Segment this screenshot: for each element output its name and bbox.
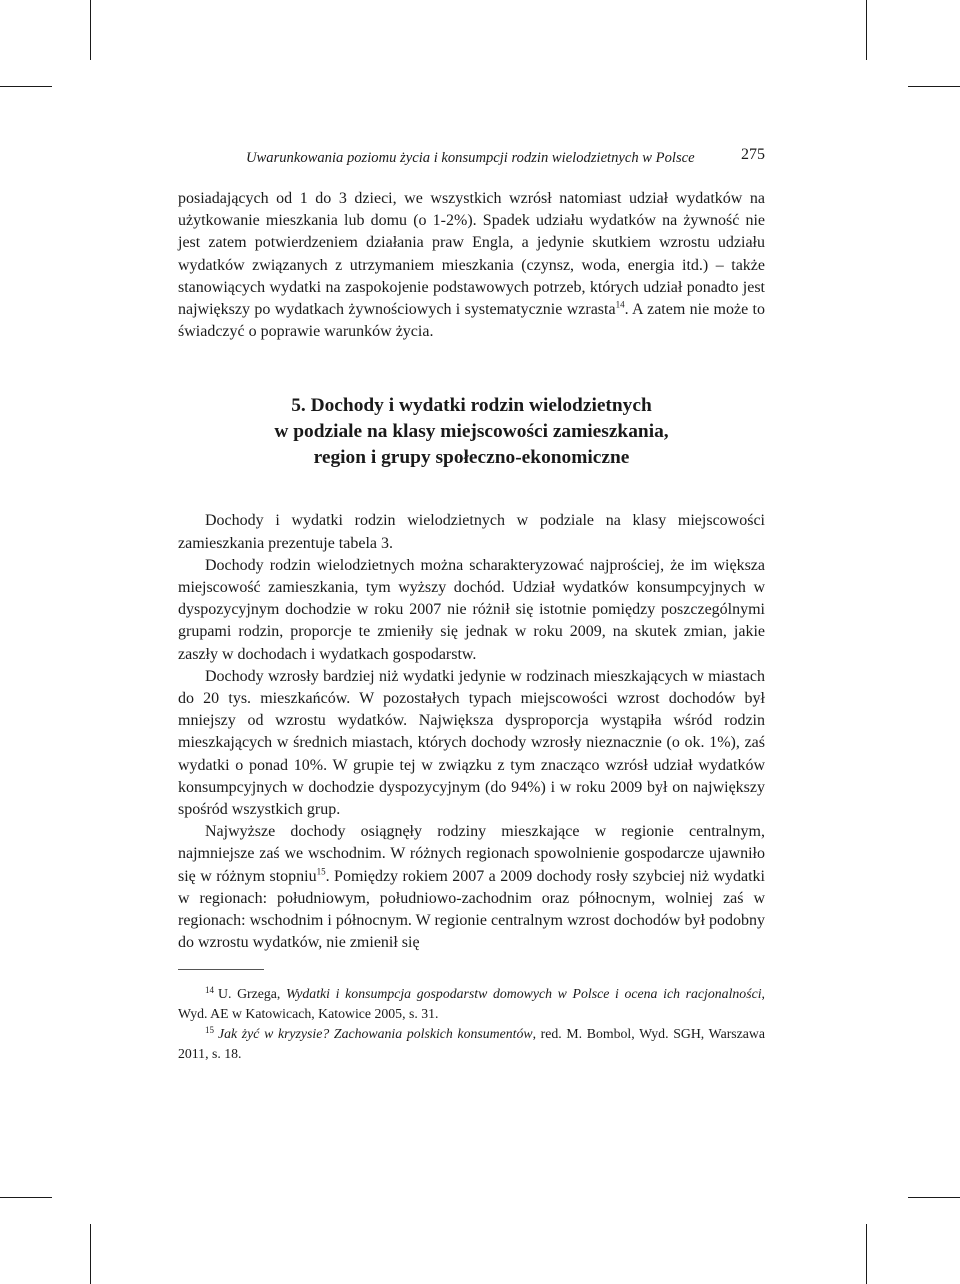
footnote-author: U. Grzega, xyxy=(218,986,287,1002)
crop-mark xyxy=(90,1224,91,1284)
footnote-title: Wydatki i konsumpcja gospodarstw domowych w Polsce i ocena ich racjonalności xyxy=(286,986,762,1002)
footnote-details: , red. M. Bombol, Wyd. SGH, Warszawa 2011, s. 18. xyxy=(178,1026,765,1062)
crop-mark xyxy=(908,1197,960,1198)
footnote-number: 14 xyxy=(205,984,214,995)
paragraph xyxy=(178,821,765,954)
paragraph-text: . Pomiędzy rokiem 2007 a 2009 dochody rosły szybciej niż wydatki w regionach: południowym, południowo-zachodnim oraz północnym, wolniej zaś w regionach: wschodnim i północnym. W regionie centralnym wzrost dochodów był podobny do wzrostu wydatków, nie zmienił się xyxy=(178,867,765,952)
footnote xyxy=(178,984,765,1024)
page xyxy=(178,140,765,1064)
heading-line: 5. Dochody i wydatki rodzin wielodzietnych xyxy=(291,395,652,417)
paragraph: Dochody rodzin wielodzietnych można scharakteryzować najprościej, że im większa miejscowość zamieszkania, tym wyższy dochód. Udział wydatków konsumpcyjnych w dyspozycyjnym dochodzie w roku 2007 nie różnił się istotnie pomiędzy poszczególnymi grupami rodzin, proporcje te zmieniły się jednak w roku 2009, na skutek zmian, jakie zaszły w dochodach i wydatkach gospodarstw. xyxy=(178,556,765,663)
crop-mark xyxy=(908,86,960,87)
paragraph-text: posiadających od 1 do 3 dzieci, we wszystkich wzrósł natomiast udział wydatków na użytkowanie mieszkania lub domu (o 1-2%). Spadek udziału wydatków na żywność nie jest zatem potwierdzeniem działania praw Engla, a jedynie skutkiem wzrostu udziału wydatków związanych z utrzymaniem mieszkania (czynsz, woda, energia itd.) – także stanowiących wydatki na zaspokojenie podstawowych potrzeb, których udział ponadto jest największy po wydatkach żywnościowych i systematycznie wzrasta xyxy=(178,190,765,319)
body-text xyxy=(178,188,765,954)
running-title: Uwarunkowania poziomu życia i konsumpcji rodzin wielodzietnych w Polsce xyxy=(246,150,695,166)
footnotes xyxy=(178,984,765,1064)
footnote-title: Jak żyć w kryzysie? Zachowania polskich konsumentów xyxy=(218,1026,533,1042)
footnote-number: 15 xyxy=(205,1024,214,1035)
footnote-ref: 15 xyxy=(316,866,326,877)
crop-mark xyxy=(866,0,867,60)
page-number: 275 xyxy=(741,146,765,163)
running-header xyxy=(178,140,765,166)
heading-line: region i grupy społeczno-ekonomiczne xyxy=(313,447,630,469)
crop-mark xyxy=(90,0,91,60)
paragraph xyxy=(178,188,765,343)
heading-line: w podziale na klasy miejscowości zamieszkania, xyxy=(274,421,669,443)
crop-mark xyxy=(866,1224,867,1284)
section-heading xyxy=(178,393,765,471)
footnote-ref: 14 xyxy=(615,299,625,310)
paragraph-text: . A zatem nie może to świadczyć o poprawie warunków życia. xyxy=(178,301,765,341)
footnote-details: , Wyd. AE w Katowicach, Katowice 2005, s. 31. xyxy=(178,986,765,1022)
paragraph: Dochody wzrosły bardziej niż wydatki jedynie w rodzinach mieszkających w miastach do 20 tys. mieszkańców. W pozostałych typach miejscowości wzrost dochodów był mniejszy od wzrostu wydatków. Największa dysproporcja wystąpiła wśród rodzin mieszkających w średnich miastach, których dochody wzrosły nieznacznie (o ok. 1%), zaś wydatki o ponad 10%. W grupie tej w związku z tym znacząco wzrósł udział wydatków konsumpcyjnych w dochodzie dyspozycyjnym (do 94%) i w roku 2009 był on największy spośród wszystkich grup. xyxy=(178,667,765,819)
footnote-divider xyxy=(178,969,264,970)
paragraph: Dochody i wydatki rodzin wielodzietnych w podziale na klasy miejscowości zamieszkania prezentuje tabela 3. xyxy=(178,512,765,552)
footnote xyxy=(178,1024,765,1064)
paragraph-text: Najwyższe dochody osiągnęły rodziny mieszkające w regionie centralnym, najmniejsze zaś we wschodnim. W różnych regionach spowolnienie gospodarcze ujawniło się w różnym stopniu xyxy=(178,823,765,885)
crop-mark xyxy=(0,1197,52,1198)
crop-mark xyxy=(0,86,52,87)
